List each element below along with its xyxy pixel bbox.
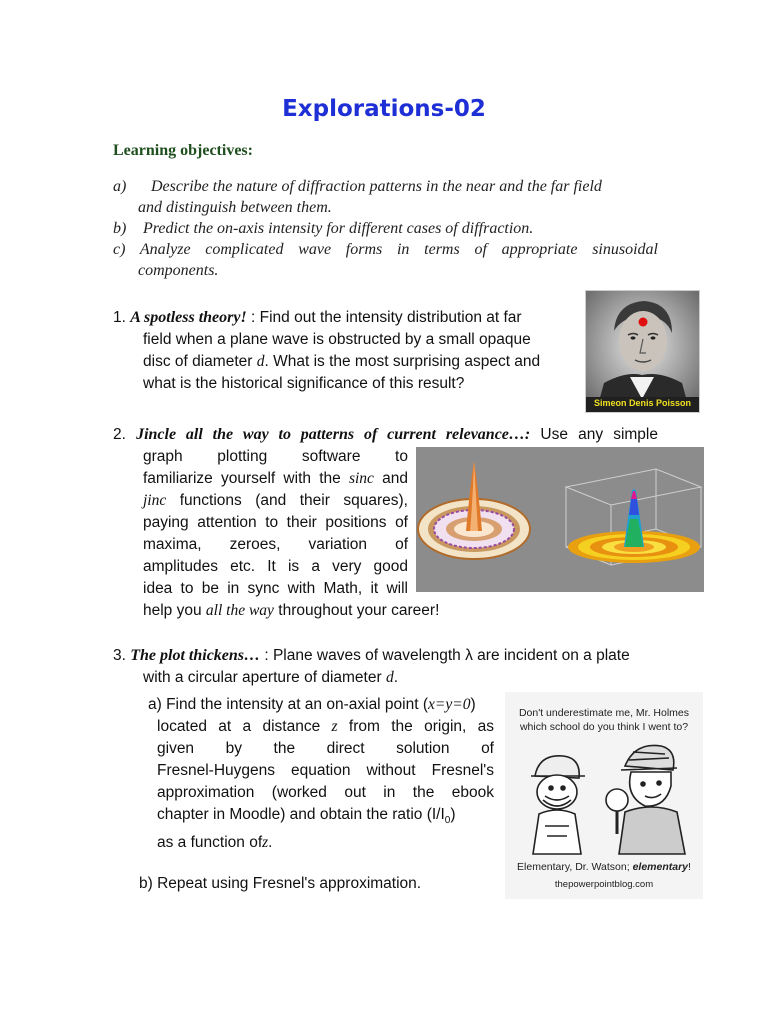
- question-text-line: disc of diameter d. What is the most surprising aspect and: [143, 353, 541, 370]
- question-text: what is the historical significance of this result?: [143, 375, 465, 392]
- question-text: given by the direct solution of: [157, 740, 494, 757]
- question-text: idea to be in sync with Math, it will: [143, 580, 408, 597]
- question-1: [113, 307, 578, 395]
- sinc-term: sinc: [348, 470, 374, 487]
- variable-z: z: [331, 718, 338, 735]
- question-text: Fresnel-Huygens equation without Fresnel's: [157, 762, 494, 779]
- poisson-portrait: [585, 290, 700, 413]
- question-title: A spotless theory!: [130, 309, 247, 326]
- question-title: Jincle all the way to patterns of current relevance…:: [136, 426, 531, 443]
- objective-b: [113, 218, 658, 239]
- variable-d: d: [385, 669, 394, 686]
- cartoon-credit: thepowerpointblog.com: [554, 879, 654, 890]
- objective-text: Analyze complicated wave forms in terms of appropriate sinusoidal: [139, 241, 658, 258]
- question-3-part-b: b) Repeat using Fresnel's approximation.: [139, 875, 422, 892]
- question-number: 2.: [113, 426, 126, 443]
- sinc-jinc-plots-image: [416, 447, 704, 592]
- objective-text-cont: and distinguish between them.: [138, 199, 332, 216]
- holmes-watson-cartoon: [505, 692, 703, 899]
- question-text: paying attention to their positions of: [143, 514, 408, 531]
- variable-z: z: [262, 834, 269, 852]
- question-text: graph plotting software to: [143, 448, 408, 465]
- objective-marker: a): [113, 178, 127, 195]
- objective-text: Describe the nature of diffraction patterns in the near and the far field: [151, 178, 602, 195]
- question-3-part-a: a) Find the intensity at an on-axial point (x=y=0) located at a distance z from the origin, as given by the direct solution of Fresnel-Huygens equation without Fresnel's approximation (worked out in the ebook chapter in Moodle) and obtain the ratio $(I/I_0)$ as a function ofz.: [148, 696, 495, 852]
- jinc-term: jinc: [143, 492, 167, 509]
- emphasis: all the way: [205, 602, 274, 619]
- objective-marker: c): [113, 241, 126, 258]
- question-text: maxima, zeroes, variation of: [143, 536, 408, 553]
- question-text-line: with a circular aperture of diameter d.: [143, 669, 399, 686]
- question-text-line: jinc functions (and their squares),: [143, 492, 408, 509]
- question-text: : Find out the intensity distribution at far: [251, 309, 522, 326]
- question-3: [113, 645, 658, 689]
- objective-text: Predict the on-axis intensity for different cases of diffraction.: [143, 220, 534, 237]
- learning-objectives-heading: Learning objectives:: [113, 142, 253, 159]
- portrait-caption: Simeon Denis Poisson: [593, 398, 692, 408]
- variable-d: d: [256, 353, 265, 370]
- question-number: 3.: [113, 647, 126, 664]
- objective-c: [113, 239, 658, 281]
- question-text: field when a plane wave is obstructed by a small opaque: [143, 331, 531, 348]
- question-text: amplitudes etc. It is a very good: [143, 558, 408, 575]
- page-title: Explorations-02: [282, 96, 486, 122]
- question-2: [113, 424, 658, 446]
- cartoon-bottom-caption: Elementary, Dr. Watson; elementary!: [517, 861, 691, 873]
- objective-text-cont: components.: [138, 262, 219, 279]
- objective-a: [113, 176, 658, 218]
- question-title: The plot thickens…: [130, 647, 261, 664]
- objective-marker: b): [113, 220, 127, 237]
- question-text: Use any simple: [540, 426, 658, 443]
- question-text: : Plane waves of wavelength λ are incident on a plate: [264, 647, 630, 664]
- question-text-line: help you all the way throughout your career!: [143, 602, 440, 619]
- cartoon-top-caption: Don't underestimate me, Mr. Holmes which school do you think I went to?: [518, 707, 690, 733]
- question-number: 1.: [113, 309, 126, 326]
- question-text-line: familiarize yourself with the sinc and: [143, 470, 408, 487]
- question-text: approximation (worked out in the ebook: [157, 784, 494, 801]
- coords: x=y=0: [428, 696, 471, 713]
- question-2-body: [143, 446, 440, 622]
